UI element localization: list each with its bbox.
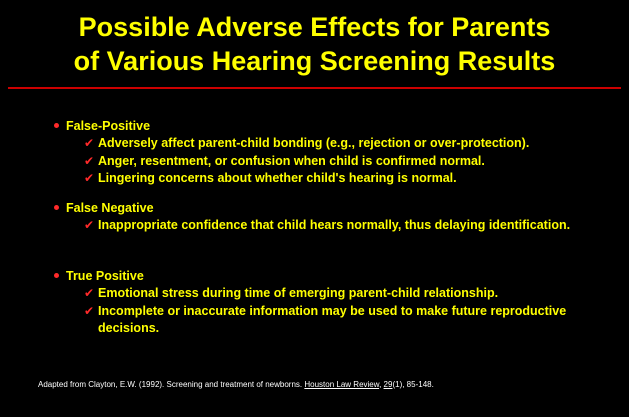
citation-volume: 29 <box>383 380 393 389</box>
section-heading-label: False-Positive <box>66 119 151 133</box>
list-item-text: Incomplete or inaccurate information may be used to make future reproductive decisions. <box>98 303 567 335</box>
item-list <box>54 285 574 338</box>
section-false-negative <box>54 199 574 235</box>
item-list <box>54 135 614 188</box>
citation-journal: Houston Law Review <box>304 380 380 389</box>
title-line-1: Possible Adverse Effects for Parents <box>78 12 551 42</box>
section-heading <box>54 199 574 217</box>
citation-suffix: (1), 85-148. <box>392 380 434 389</box>
section-heading-label: True Positive <box>66 269 144 283</box>
list-item <box>54 285 574 303</box>
section-true-positive <box>54 267 574 338</box>
citation-prefix: Adapted from Clayton, E.W. (1992). Screening and treatment of newborns. <box>38 380 305 389</box>
list-item-text: Emotional stress during time of emerging parent-child relationship. <box>98 286 499 300</box>
checkmark-icon: ✔ <box>84 286 95 300</box>
title-line-2: of Various Hearing Screening Results <box>73 46 556 76</box>
dot-bullet-icon <box>54 273 59 278</box>
checkmark-icon: ✔ <box>84 303 95 318</box>
citation-sep: , <box>379 380 384 389</box>
list-item-text: Inappropriate confidence that child hears normally, thus delaying identification. <box>98 218 571 232</box>
dot-bullet-icon <box>54 205 59 210</box>
dot-bullet-icon <box>54 123 59 128</box>
section-heading-label: False Negative <box>66 201 154 215</box>
item-list <box>54 217 574 235</box>
title-divider <box>8 87 621 89</box>
checkmark-icon: ✔ <box>84 171 95 185</box>
checkmark-icon: ✔ <box>84 136 95 150</box>
list-item-text: Anger, resentment, or confusion when child is confirmed normal. <box>98 153 485 168</box>
list-item <box>54 303 574 338</box>
list-item <box>54 153 614 171</box>
section-heading <box>54 117 614 135</box>
list-item <box>54 170 614 188</box>
list-item-text: Lingering concerns about whether child's hearing is normal. <box>98 171 457 185</box>
citation-footer <box>38 379 434 391</box>
list-item <box>54 217 574 235</box>
section-false-positive <box>54 117 614 188</box>
section-heading <box>54 267 574 285</box>
checkmark-icon: ✔ <box>84 153 95 168</box>
list-item-text: Adversely affect parent-child bonding (e.g., rejection or over-protection). <box>98 136 530 150</box>
slide-title <box>0 10 629 78</box>
list-item <box>54 135 614 153</box>
checkmark-icon: ✔ <box>84 218 95 232</box>
